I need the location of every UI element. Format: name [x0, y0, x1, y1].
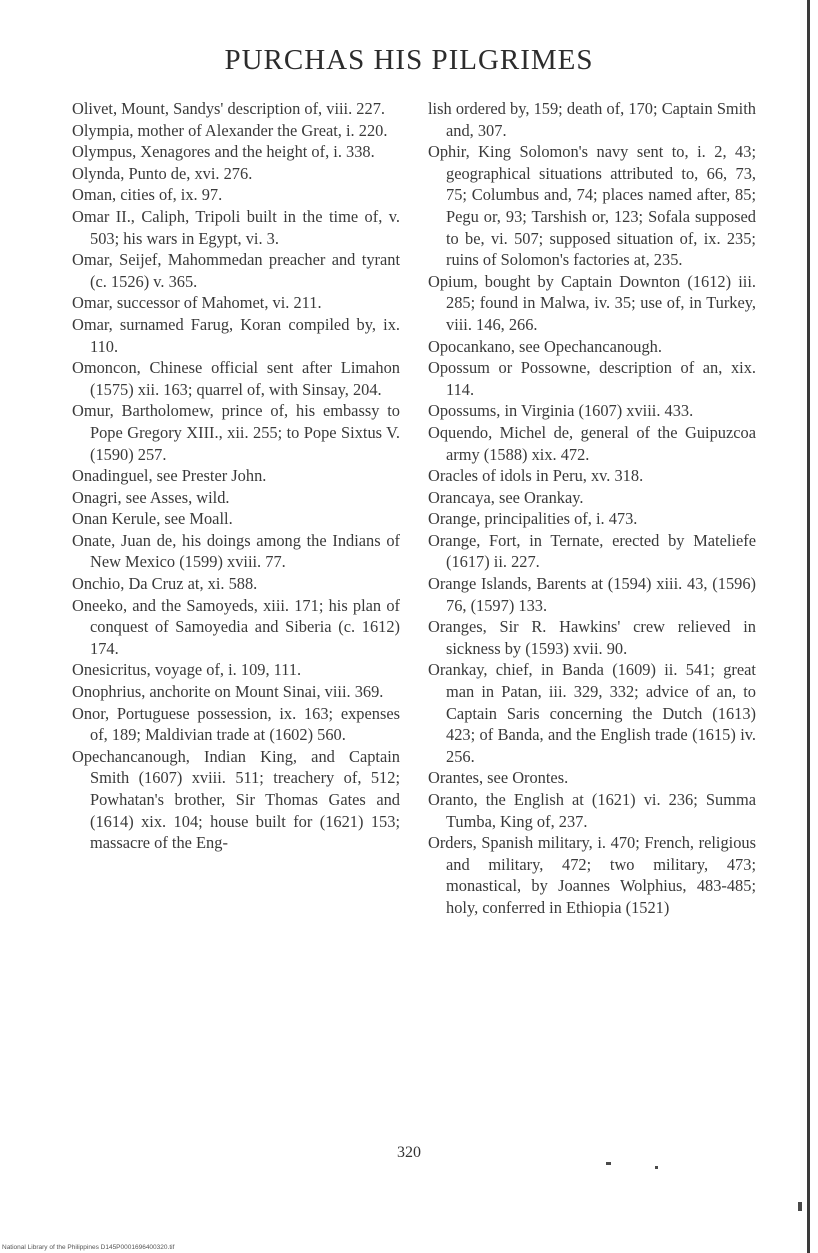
index-entry: Orantes, see Orontes. [428, 768, 569, 788]
page-number: 320 [397, 1144, 421, 1161]
index-entry: Orancaya, see Orankay. [428, 487, 584, 507]
index-column-left [72, 98, 400, 854]
index-entry: Onadinguel, see Prester John. [72, 466, 267, 486]
page-edge-line [807, 0, 810, 1253]
index-entry: Onesicritus, voyage of, i. 109, 111. [72, 660, 302, 680]
index-entry: Onophrius, anchorite on Mount Sinai, viii. 369. [72, 682, 384, 702]
index-entry: Omar, surnamed Farug, Koran compiled by, ix. 110. [72, 314, 400, 356]
index-entry: Opossums, in Virginia (1607) xviii. 433. [428, 401, 694, 421]
index-entry: Olympia, mother of Alexander the Great, i. 220. [72, 120, 388, 140]
index-entry: Onan Kerule, see Moall. [72, 509, 233, 529]
index-entry: lish ordered by, 159; death of, 170; Captain Smith and, 307. [428, 99, 756, 140]
index-entry: Olivet, Mount, Sandys' description of, viii. 227. [72, 99, 385, 118]
index-entry: Onchio, Da Cruz at, xi. 588. [72, 574, 258, 594]
index-entry: Onate, Juan de, his doings among the Indians of New Mexico (1599) xviii. 77. [72, 530, 400, 572]
index-entry: Oquendo, Michel de, general of the Guipuzcoa army (1588) xix. 472. [428, 422, 756, 464]
index-entry: Orange Islands, Barents at (1594) xiii. 43, (1596) 76, (1597) 133. [428, 574, 756, 615]
index-entry: Opechancanough, Indian King, and Captain Smith (1607) xviii. 511; treachery of, 512; Powhatan's brother, Sir Thomas Gates and (1614) xix. 104; house built for (1621) 153; massacre of the Eng- [72, 746, 400, 853]
index-entry: Olympus, Xenagores and the height of, i. 338. [72, 142, 375, 162]
index-entry: Omur, Bartholomew, prince of, his embassy to Pope Gregory XIII., xii. 255; to Pope Sixtus V. (1590) 257. [72, 401, 400, 464]
scan-source-line: National Library of the Philippines D145P0001696400320.tif [2, 1244, 175, 1251]
index-entry: Orders, Spanish military, i. 470; French, religious and military, 472; two military, 473; monastical, by Joannes Wolphius, 483-485; holy, conferred in Ethiopia (1521) [428, 833, 756, 917]
index-entry: Opossum or Possowne, description of an, xix. 114. [428, 358, 756, 399]
index-entry: Oranto, the English at (1621) vi. 236; Summa Tumba, King of, 237. [428, 790, 756, 831]
index-entry: Onagri, see Asses, wild. [72, 487, 230, 507]
ink-speck [798, 1202, 802, 1211]
index-entry: Omoncon, Chinese official sent after Limahon (1575) xii. 163; quarrel of, with Sinsay, 204. [72, 358, 400, 399]
index-entry: Oneeko, and the Samoyeds, xiii. 171; his plan of conquest of Samoyedia and Siberia (c. 1612) 174. [72, 595, 400, 658]
index-entry: Onor, Portuguese possession, ix. 163; expenses of, 189; Maldivian trade at (1602) 560. [72, 703, 400, 745]
index-entry: Omar, Seijef, Mahommedan preacher and tyrant (c. 1526) v. 365. [72, 250, 400, 291]
index-entry: Omar II., Caliph, Tripoli built in the time of, v. 503; his wars in Egypt, vi. 3. [72, 206, 400, 248]
index-entry: Olynda, Punto de, xvi. 276. [72, 163, 253, 183]
index-entry: Orange, Fort, in Ternate, erected by Mateliefe (1617) ii. 227. [428, 530, 756, 572]
index-entry: Omar, successor of Mahomet, vi. 211. [72, 293, 322, 313]
index-entry: Oranges, Sir R. Hawkins' crew relieved in sickness by (1593) xvii. 90. [428, 617, 756, 658]
index-column-right [428, 98, 756, 919]
running-head: PURCHAS HIS PILGRIMES [224, 44, 594, 76]
index-entry: Orankay, chief, in Banda (1609) ii. 541; great man in Patan, iii. 329, 332; advice of an, to Captain Saris concerning the Dutch (1613) 423; of Banda, and the English trade (1615) iv. 256. [428, 660, 756, 766]
index-entry: Orange, principalities of, i. 473. [428, 509, 638, 529]
index-entry: Ophir, King Solomon's navy sent to, i. 2, 43; geographical situations attributed to, 66, 73, 75; Columbus and, 74; places named after, 85; Pegu or, 93; Tarshish or, 123; Sofala supposed to be, vi. 507; supposed situation of, ix. 235; ruins of Solomon's factories at, 235. [428, 142, 756, 270]
index-entry: Opium, bought by Captain Downton (1612) iii. 285; found in Malwa, iv. 35; use of, in Turkey, viii. 146, 266. [428, 271, 756, 334]
index-entry: Opocankano, see Opechancanough. [428, 336, 662, 356]
index-entry: Oman, cities of, ix. 97. [72, 185, 223, 205]
index-entry: Oracles of idols in Peru, xv. 318. [428, 466, 644, 486]
ink-speck [606, 1162, 611, 1165]
ink-speck [655, 1166, 658, 1169]
